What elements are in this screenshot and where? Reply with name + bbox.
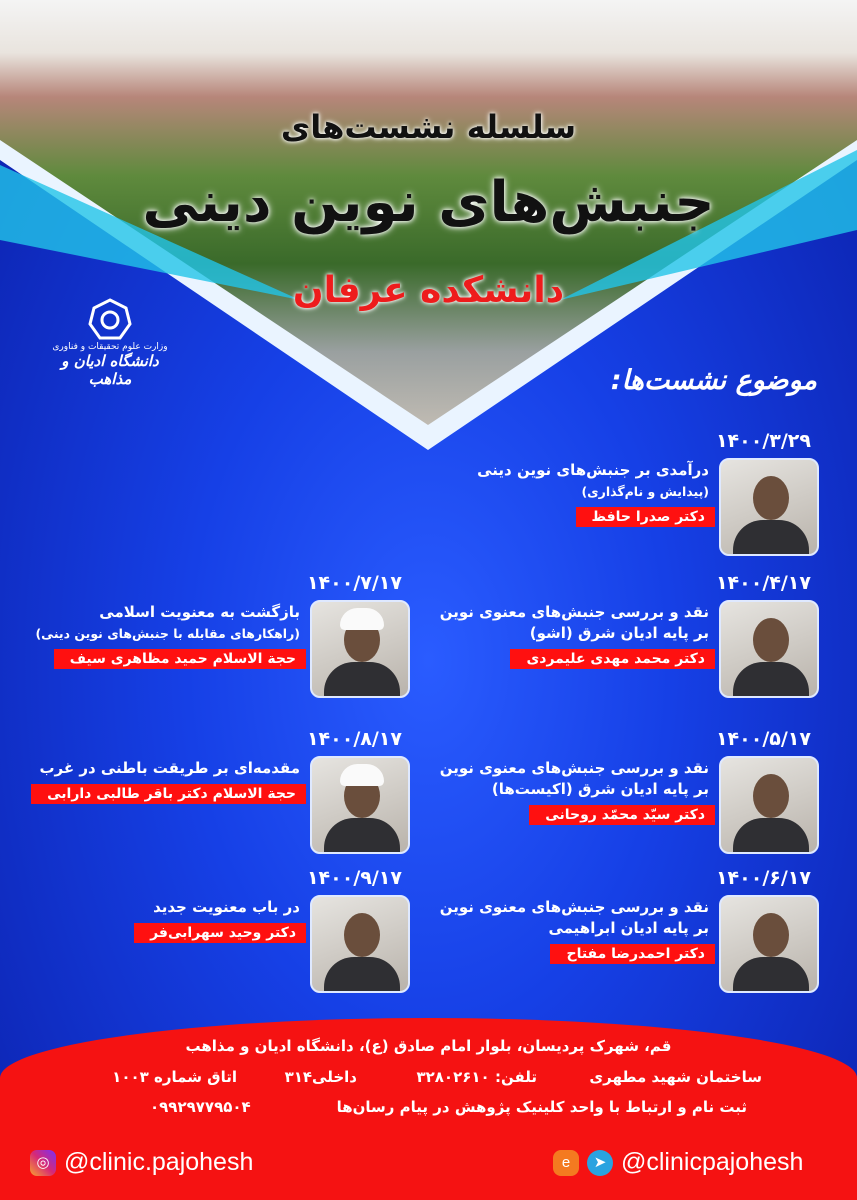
session-card	[20, 867, 410, 997]
session-title-text: درآمدی بر جنبش‌های نوین دینی	[477, 461, 709, 479]
university-logo	[40, 298, 180, 388]
session-date: ۱۴۰۰/۸/۱۷	[306, 728, 402, 750]
speaker-body	[733, 957, 809, 993]
speaker-photo	[310, 895, 410, 993]
session-subtitle: (راهکارهای مقابله با جنبش‌های نوین دینی)	[35, 626, 300, 641]
logo-emblem-icon	[88, 298, 132, 342]
speaker-head	[753, 913, 789, 957]
session-card	[429, 728, 819, 858]
session-date: ۱۴۰۰/۹/۱۷	[306, 867, 402, 889]
session-title	[429, 602, 715, 644]
session-info	[20, 758, 306, 804]
speaker-name: حجة الاسلام دکتر باقر طالبی دارابی	[31, 784, 306, 804]
series-label: سلسله نشست‌های	[280, 108, 577, 146]
session-title	[429, 460, 715, 502]
speaker-body	[733, 662, 809, 698]
session-card	[20, 728, 410, 858]
session-date: ۱۴۰۰/۳/۲۹	[715, 430, 811, 452]
mobile-number: ۰۹۹۲۹۷۷۹۵۰۴	[150, 1098, 251, 1116]
speaker-name: دکتر وحید سهرابی‌فر	[134, 923, 306, 943]
speaker-body	[324, 818, 400, 854]
speaker-head	[753, 476, 789, 520]
session-card	[429, 572, 819, 702]
extension: داخلی۳۱۴	[284, 1068, 357, 1086]
telegram-icon: ➤	[587, 1150, 613, 1176]
speaker-name: دکتر احمدرضا مفتاح	[550, 944, 715, 964]
session-info	[20, 897, 306, 943]
instagram-handle: @clinic.pajohesh	[64, 1148, 254, 1176]
university-name: دانشگاه ادیان و مذاهب	[61, 352, 159, 388]
ministry-text: وزارت علوم تحقیقات و فناوری	[52, 342, 168, 352]
speaker-name: دکتر سیّد محمّد روحانی	[529, 805, 715, 825]
speaker-head	[753, 618, 789, 662]
session-date: ۱۴۰۰/۷/۱۷	[306, 572, 402, 594]
instagram-link[interactable]	[30, 1148, 253, 1177]
turban	[340, 608, 384, 630]
speaker-name: دکتر محمد مهدی علیمردی	[510, 649, 715, 669]
session-title-text: مقدمه‌ای بر طریقت باطنی در غرب	[39, 759, 300, 777]
session-info	[429, 602, 715, 669]
address: قم، شهرک پردیسان، بلوار امام صادق (ع)، دانشگاه ادیان و مذاهب	[185, 1037, 672, 1055]
speaker-body	[733, 818, 809, 854]
topics-heading: موضوع نشست‌ها:	[610, 365, 817, 396]
session-title	[429, 897, 715, 939]
session-info	[429, 897, 715, 964]
speaker-body	[324, 957, 400, 993]
speaker-photo	[310, 756, 410, 854]
session-date: ۱۴۰۰/۴/۱۷	[715, 572, 811, 594]
faculty-name: دانشکده عرفان	[292, 270, 565, 311]
speaker-photo	[719, 895, 819, 993]
session-info	[20, 602, 306, 669]
speaker-head	[753, 774, 789, 818]
session-card	[429, 867, 819, 997]
speaker-photo	[719, 458, 819, 556]
session-info	[429, 758, 715, 825]
telegram-eitaa-link[interactable]	[553, 1148, 803, 1177]
session-card	[20, 572, 410, 702]
session-date: ۱۴۰۰/۶/۱۷	[715, 867, 811, 889]
poster-title: جنبش‌های نوین دینی	[142, 170, 715, 235]
telegram-handle: @clinicpajohesh	[621, 1148, 804, 1176]
session-title-text: بازگشت به معنویت اسلامی	[99, 603, 300, 621]
speaker-photo	[719, 756, 819, 854]
speaker-photo	[310, 600, 410, 698]
speaker-name: حجة الاسلام حمید مظاهری سیف	[54, 649, 306, 669]
session-date: ۱۴۰۰/۵/۱۷	[715, 728, 811, 750]
room: اتاق شماره ۱۰۰۳	[112, 1068, 237, 1086]
session-card	[429, 430, 819, 560]
turban	[340, 764, 384, 786]
session-title	[20, 758, 306, 779]
session-title-text: نقد و بررسی جنبش‌های معنوی نوین بر پایه ادیان شرق (اشو)	[439, 603, 709, 642]
session-title	[20, 602, 306, 644]
speaker-body	[733, 520, 809, 556]
session-title-text: نقد و بررسی جنبش‌های معنوی نوین بر پایه ادیان ابراهیمی	[439, 898, 709, 937]
eitaa-icon: e	[553, 1150, 579, 1176]
speaker-photo	[719, 600, 819, 698]
instagram-icon: ◎	[30, 1150, 56, 1176]
speaker-head	[344, 913, 380, 957]
phone: تلفن: ۳۲۸۰۲۶۱۰	[416, 1068, 537, 1086]
speaker-body	[324, 662, 400, 698]
session-title	[429, 758, 715, 800]
speaker-name: دکتر صدرا حافظ	[576, 507, 715, 527]
session-info	[429, 460, 715, 527]
building: ساختمان شهید مطهری	[589, 1068, 762, 1086]
session-title-text: در باب معنویت جدید	[153, 898, 300, 916]
session-title-text: نقد و بررسی جنبش‌های معنوی نوین بر پایه ادیان شرق (اکیست‌ها)	[439, 759, 709, 798]
registration: ثبت نام و ارتباط با واحد کلینیک پژوهش در پیام رسان‌ها	[336, 1098, 747, 1116]
session-subtitle: (پیدایش و نام‌گذاری)	[581, 484, 709, 499]
session-title	[20, 897, 306, 918]
